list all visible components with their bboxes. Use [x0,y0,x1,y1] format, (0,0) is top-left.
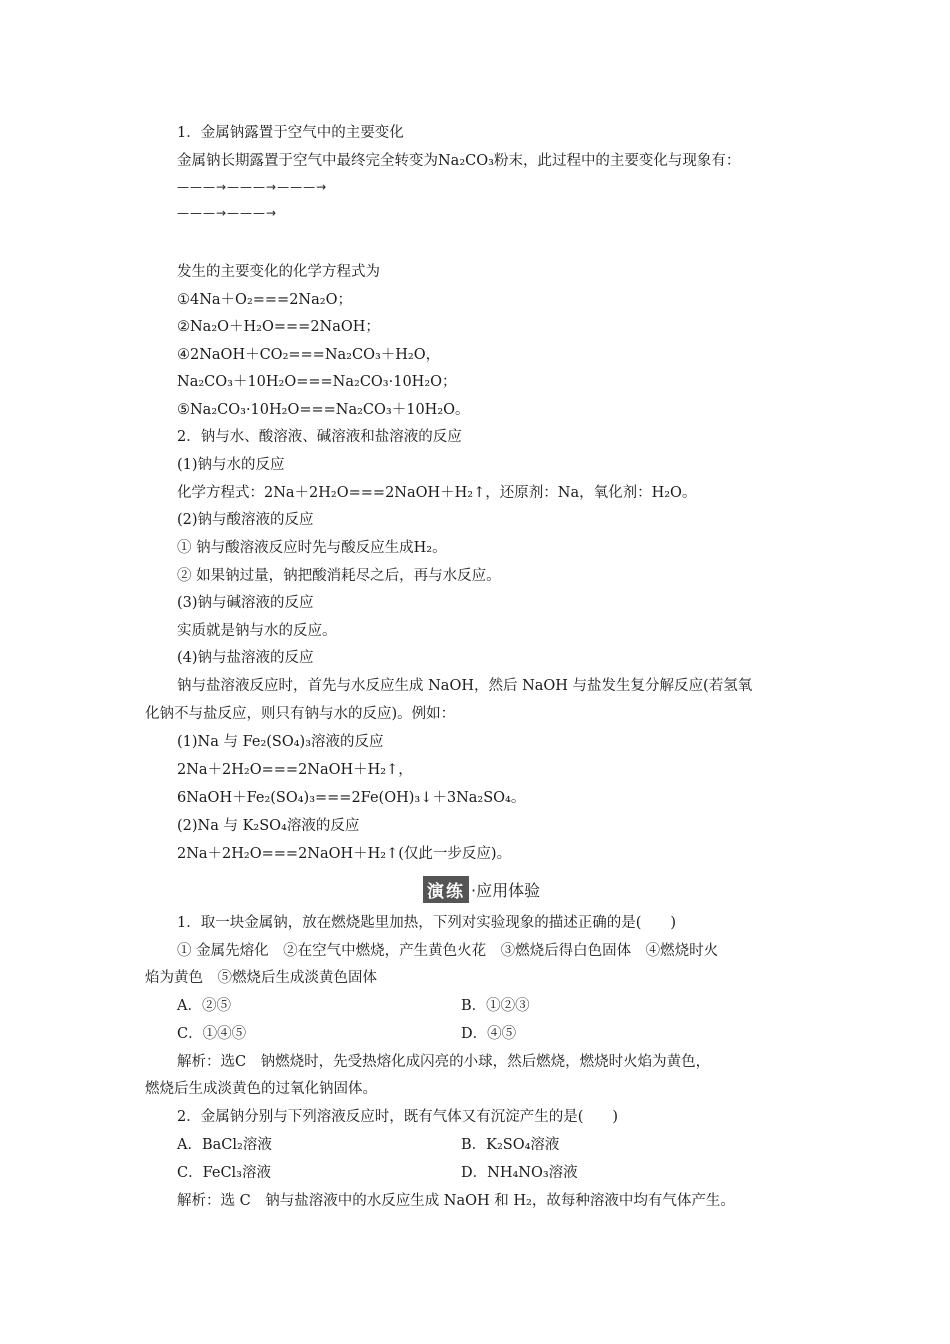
question-1-option-b: B．①②③ [461,998,530,1014]
equation-4b: Na₂CO₃＋10H₂O===Na₂CO₃·10H₂O； [177,374,457,390]
question-2-option-a: A．BaCl₂溶液 [177,1137,272,1153]
arrow-chain-2: ———→———→ [177,206,278,220]
question-2-answer: 解析：选 C 钠与盐溶液中的水反应生成 NaOH 和 H₂，故每种溶液中均有气体产生。 [177,1193,735,1209]
example-1-title: (1)Na 与 Fe₂(SO₄)₃溶液的反应 [177,734,384,750]
acid-point-2: ② 如果钠过量，钠把酸消耗尽之后，再与水反应。 [177,568,501,584]
subsection-acid: (2)钠与酸溶液的反应 [177,512,314,528]
equation-intro: 发生的主要变化的化学方程式为 [177,264,380,280]
example-1-equation-2: 6NaOH＋Fe₂(SO₄)₃===2Fe(OH)₃↓＋3Na₂SO₄。 [177,790,526,806]
question-1: 1．取一块金属钠，放在燃烧匙里加热，下列对实验现象的描述正确的是( ) [177,915,677,931]
practice-badge: 演练 [423,876,469,903]
question-2-option-b: B．K₂SO₄溶液 [461,1137,560,1153]
practice-heading [423,876,540,903]
section-1-intro: 金属钠长期露置于空气中最终完全转变为Na₂CO₃粉末，此过程中的主要变化与现象有： [177,153,741,169]
base-note: 实质就是钠与水的反应。 [177,623,337,639]
example-1-equation-1: 2Na＋2H₂O===2NaOH＋H₂↑， [177,762,413,778]
question-1-option-c: C．①④⑤ [177,1026,247,1042]
salt-paragraph-line-1: 钠与盐溶液反应时，首先与水反应生成 NaOH，然后 NaOH 与盐发生复分解反应(若氢氧 [177,678,753,694]
water-reaction-equation: 化学方程式：2Na＋2H₂O===2NaOH＋H₂↑，还原剂：Na，氧化剂：H₂O。 [177,485,697,501]
arrow-chain-1: ———→———→———→ [177,180,328,194]
question-1-items-line-2: 焰为黄色 ⑤燃烧后生成淡黄色固体 [145,970,377,986]
question-2-option-d: D．NH₄NO₃溶液 [461,1165,578,1181]
question-1-option-a: A．②⑤ [177,998,231,1014]
question-1-items-line-1: ① 金属先熔化 ②在空气中燃烧，产生黄色火花 ③燃烧后得白色固体 ④燃烧时火 [177,943,719,959]
example-2-equation: 2Na＋2H₂O===2NaOH＋H₂↑(仅此一步反应)。 [177,846,512,862]
question-2-option-c: C．FeCl₃溶液 [177,1165,271,1181]
question-2: 2．金属钠分别与下列溶液反应时，既有气体又有沉淀产生的是( ) [177,1109,619,1125]
question-1-option-d: D．④⑤ [461,1026,517,1042]
section-2-title: 2．钠与水、酸溶液、碱溶液和盐溶液的反应 [177,429,462,445]
section-1-title: 1．金属钠露置于空气中的主要变化 [177,125,404,141]
subsection-salt: (4)钠与盐溶液的反应 [177,650,314,666]
equation-2: ②Na₂O＋H₂O===2NaOH； [177,319,380,335]
practice-heading-text: ·应用体验 [471,881,541,900]
acid-point-1: ① 钠与酸溶液反应时先与酸反应生成H₂。 [177,540,447,556]
equation-4: ④2NaOH＋CO₂===Na₂CO₃＋H₂O， [177,347,441,363]
question-1-answer-line-2: 燃烧后生成淡黄色的过氧化钠固体。 [145,1081,377,1097]
example-2-title: (2)Na 与 K₂SO₄溶液的反应 [177,818,360,834]
question-1-answer-line-1: 解析：选C 钠燃烧时，先受热熔化成闪亮的小球，然后燃烧，燃烧时火焰为黄色， [177,1054,711,1070]
equation-1: ①4Na＋O₂===2Na₂O； [177,292,352,308]
equation-5: ⑤Na₂CO₃·10H₂O===Na₂CO₃＋10H₂O。 [177,402,470,418]
subsection-water: (1)钠与水的反应 [177,457,285,473]
subsection-base: (3)钠与碱溶液的反应 [177,595,314,611]
salt-paragraph-line-2: 化钠不与盐反应，则只有钠与水的反应)。例如： [145,706,456,722]
